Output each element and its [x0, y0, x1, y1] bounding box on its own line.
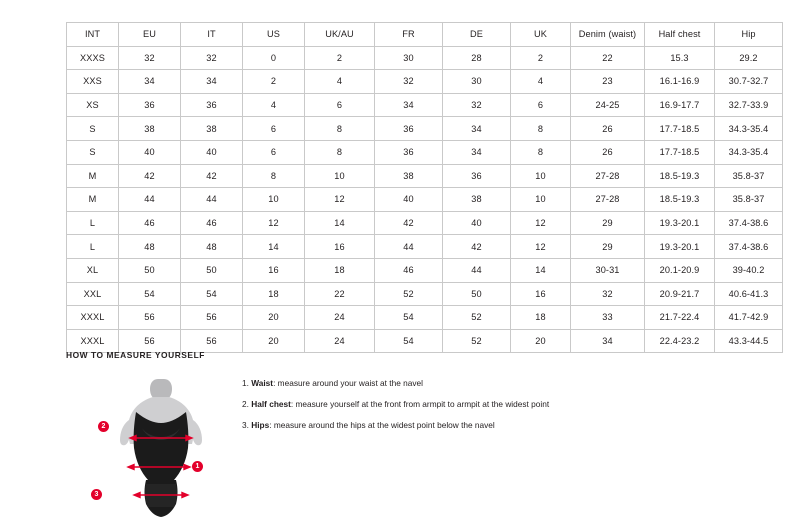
cell-half-chest: 18.5-19.3	[645, 164, 715, 188]
cell-uk-au: 12	[305, 188, 375, 212]
marker-1: 1	[192, 461, 203, 472]
cell-uk-au: 8	[305, 117, 375, 141]
column-header-int: INT	[67, 23, 119, 47]
cell-int: XXL	[67, 282, 119, 306]
cell-half-chest: 20.1-20.9	[645, 258, 715, 282]
cell-fr: 52	[375, 282, 443, 306]
cell-uk-au: 14	[305, 211, 375, 235]
how-to-measure-title: HOW TO MEASURE YOURSELF	[66, 350, 205, 360]
cell-uk: 8	[511, 117, 571, 141]
cell-hip: 35.8-37	[715, 164, 783, 188]
cell-fr: 34	[375, 93, 443, 117]
cell-eu: 54	[119, 282, 181, 306]
instruction-number-2: 2.	[242, 399, 249, 410]
cell-uk-au: 24	[305, 329, 375, 353]
cell-us: 8	[243, 164, 305, 188]
cell-half-chest: 19.3-20.1	[645, 211, 715, 235]
table-row	[67, 188, 783, 212]
cell-eu: 32	[119, 46, 181, 70]
cell-it: 56	[181, 329, 243, 353]
table-header-row	[67, 23, 783, 47]
marker-2: 2	[98, 421, 109, 432]
cell-eu: 46	[119, 211, 181, 235]
cell-de: 42	[443, 235, 511, 259]
instruction-term-waist: Waist	[251, 378, 274, 388]
cell-denim-waist: 34	[571, 329, 645, 353]
instruction-term-half-chest: Half chest	[251, 399, 291, 410]
cell-de: 34	[443, 140, 511, 164]
cell-fr: 42	[375, 211, 443, 235]
cell-fr: 38	[375, 164, 443, 188]
cell-half-chest: 20.9-21.7	[645, 282, 715, 306]
cell-half-chest: 16.1-16.9	[645, 70, 715, 94]
cell-uk-au: 18	[305, 258, 375, 282]
cell-it: 44	[181, 188, 243, 212]
cell-hip: 34.3-35.4	[715, 140, 783, 164]
table-row	[67, 46, 783, 70]
instruction-text-half-chest: : measure yourself at the front from armpit to armpit at the widest point	[290, 399, 550, 410]
cell-half-chest: 21.7-22.4	[645, 306, 715, 330]
size-table-head	[67, 23, 783, 47]
measure-instructions-list	[242, 378, 762, 442]
cell-fr: 36	[375, 140, 443, 164]
measure-instruction-waist	[242, 378, 762, 389]
column-header-eu: EU	[119, 23, 181, 47]
cell-de: 44	[443, 258, 511, 282]
cell-uk: 10	[511, 188, 571, 212]
column-header-fr: FR	[375, 23, 443, 47]
cell-hip: 34.3-35.4	[715, 117, 783, 141]
cell-half-chest: 17.7-18.5	[645, 140, 715, 164]
column-header-uk: UK	[511, 23, 571, 47]
cell-uk-au: 6	[305, 93, 375, 117]
cell-denim-waist: 27-28	[571, 164, 645, 188]
size-table	[66, 22, 783, 353]
cell-hip: 35.8-37	[715, 188, 783, 212]
cell-hip: 30.7-32.7	[715, 70, 783, 94]
cell-denim-waist: 32	[571, 282, 645, 306]
cell-uk: 20	[511, 329, 571, 353]
cell-int: M	[67, 188, 119, 212]
cell-fr: 54	[375, 329, 443, 353]
cell-us: 12	[243, 211, 305, 235]
cell-fr: 44	[375, 235, 443, 259]
cell-int: XXXL	[67, 329, 119, 353]
how-to-measure-section	[66, 350, 766, 498]
marker-3: 3	[91, 489, 102, 500]
cell-hip: 29.2	[715, 46, 783, 70]
cell-de: 38	[443, 188, 511, 212]
instruction-term-hips: Hips	[251, 420, 270, 431]
cell-int: XL	[67, 258, 119, 282]
table-row	[67, 282, 783, 306]
cell-uk: 6	[511, 93, 571, 117]
cell-it: 54	[181, 282, 243, 306]
column-header-de: DE	[443, 23, 511, 47]
cell-uk: 8	[511, 140, 571, 164]
mannequin-illustration	[96, 376, 226, 521]
cell-uk: 18	[511, 306, 571, 330]
table-row	[67, 93, 783, 117]
cell-de: 52	[443, 306, 511, 330]
cell-uk-au: 2	[305, 46, 375, 70]
cell-fr: 32	[375, 70, 443, 94]
cell-it: 34	[181, 70, 243, 94]
cell-it: 46	[181, 211, 243, 235]
cell-eu: 50	[119, 258, 181, 282]
cell-denim-waist: 26	[571, 140, 645, 164]
cell-uk-au: 22	[305, 282, 375, 306]
cell-half-chest: 22.4-23.2	[645, 329, 715, 353]
cell-de: 50	[443, 282, 511, 306]
instruction-text-hips: : measure around the hips at the widest point below the navel	[269, 420, 495, 431]
cell-us: 20	[243, 329, 305, 353]
table-row	[67, 164, 783, 188]
table-row	[67, 70, 783, 94]
cell-de: 32	[443, 93, 511, 117]
instruction-number-1: 1.	[242, 378, 249, 388]
cell-uk: 4	[511, 70, 571, 94]
cell-half-chest: 19.3-20.1	[645, 235, 715, 259]
cell-uk: 16	[511, 282, 571, 306]
measure-instruction-half-chest	[242, 399, 762, 410]
cell-uk: 12	[511, 211, 571, 235]
cell-de: 52	[443, 329, 511, 353]
size-table-body	[67, 46, 783, 353]
cell-eu: 44	[119, 188, 181, 212]
cell-int: XXS	[67, 70, 119, 94]
cell-it: 50	[181, 258, 243, 282]
cell-it: 42	[181, 164, 243, 188]
cell-denim-waist: 27-28	[571, 188, 645, 212]
cell-int: XS	[67, 93, 119, 117]
cell-uk: 2	[511, 46, 571, 70]
cell-us: 6	[243, 140, 305, 164]
cell-hip: 37.4-38.6	[715, 211, 783, 235]
cell-us: 10	[243, 188, 305, 212]
cell-us: 0	[243, 46, 305, 70]
cell-uk-au: 4	[305, 70, 375, 94]
cell-denim-waist: 23	[571, 70, 645, 94]
cell-int: L	[67, 235, 119, 259]
cell-us: 6	[243, 117, 305, 141]
cell-eu: 36	[119, 93, 181, 117]
instruction-number-3: 3.	[242, 420, 249, 431]
cell-us: 20	[243, 306, 305, 330]
column-header-hip: Hip	[715, 23, 783, 47]
cell-eu: 56	[119, 329, 181, 353]
cell-us: 16	[243, 258, 305, 282]
cell-fr: 54	[375, 306, 443, 330]
cell-int: XXXL	[67, 306, 119, 330]
cell-eu: 56	[119, 306, 181, 330]
cell-us: 18	[243, 282, 305, 306]
cell-int: L	[67, 211, 119, 235]
cell-it: 48	[181, 235, 243, 259]
table-row	[67, 306, 783, 330]
cell-denim-waist: 26	[571, 117, 645, 141]
cell-half-chest: 16.9-17.7	[645, 93, 715, 117]
cell-int: M	[67, 164, 119, 188]
cell-uk: 12	[511, 235, 571, 259]
cell-hip: 40.6-41.3	[715, 282, 783, 306]
cell-denim-waist: 24-25	[571, 93, 645, 117]
cell-it: 40	[181, 140, 243, 164]
cell-fr: 40	[375, 188, 443, 212]
table-row	[67, 211, 783, 235]
column-header-half-chest: Half chest	[645, 23, 715, 47]
cell-denim-waist: 22	[571, 46, 645, 70]
table-row	[67, 140, 783, 164]
cell-uk: 10	[511, 164, 571, 188]
cell-it: 32	[181, 46, 243, 70]
cell-us: 14	[243, 235, 305, 259]
cell-uk-au: 10	[305, 164, 375, 188]
cell-hip: 37.4-38.6	[715, 235, 783, 259]
table-row	[67, 258, 783, 282]
cell-it: 36	[181, 93, 243, 117]
cell-eu: 42	[119, 164, 181, 188]
cell-hip: 39-40.2	[715, 258, 783, 282]
cell-uk-au: 16	[305, 235, 375, 259]
column-header-it: IT	[181, 23, 243, 47]
column-header-us: US	[243, 23, 305, 47]
cell-denim-waist: 30-31	[571, 258, 645, 282]
cell-de: 28	[443, 46, 511, 70]
cell-uk: 14	[511, 258, 571, 282]
size-table-container	[66, 22, 769, 353]
table-row	[67, 235, 783, 259]
cell-hip: 41.7-42.9	[715, 306, 783, 330]
cell-int: S	[67, 140, 119, 164]
column-header-uk-au: UK/AU	[305, 23, 375, 47]
cell-us: 2	[243, 70, 305, 94]
cell-half-chest: 15.3	[645, 46, 715, 70]
cell-de: 34	[443, 117, 511, 141]
cell-us: 4	[243, 93, 305, 117]
cell-fr: 30	[375, 46, 443, 70]
cell-denim-waist: 29	[571, 211, 645, 235]
cell-it: 56	[181, 306, 243, 330]
cell-de: 36	[443, 164, 511, 188]
cell-denim-waist: 33	[571, 306, 645, 330]
measure-instruction-hips	[242, 420, 762, 431]
cell-uk-au: 8	[305, 140, 375, 164]
instruction-text-waist: : measure around your waist at the navel	[273, 378, 423, 388]
cell-hip: 43.3-44.5	[715, 329, 783, 353]
table-row	[67, 117, 783, 141]
cell-de: 30	[443, 70, 511, 94]
cell-eu: 38	[119, 117, 181, 141]
cell-hip: 32.7-33.9	[715, 93, 783, 117]
cell-fr: 36	[375, 117, 443, 141]
column-header-denim-waist: Denim (waist)	[571, 23, 645, 47]
cell-de: 40	[443, 211, 511, 235]
cell-half-chest: 17.7-18.5	[645, 117, 715, 141]
cell-int: S	[67, 117, 119, 141]
cell-it: 38	[181, 117, 243, 141]
cell-eu: 34	[119, 70, 181, 94]
cell-half-chest: 18.5-19.3	[645, 188, 715, 212]
cell-denim-waist: 29	[571, 235, 645, 259]
cell-fr: 46	[375, 258, 443, 282]
cell-eu: 48	[119, 235, 181, 259]
cell-eu: 40	[119, 140, 181, 164]
cell-int: XXXS	[67, 46, 119, 70]
cell-uk-au: 24	[305, 306, 375, 330]
